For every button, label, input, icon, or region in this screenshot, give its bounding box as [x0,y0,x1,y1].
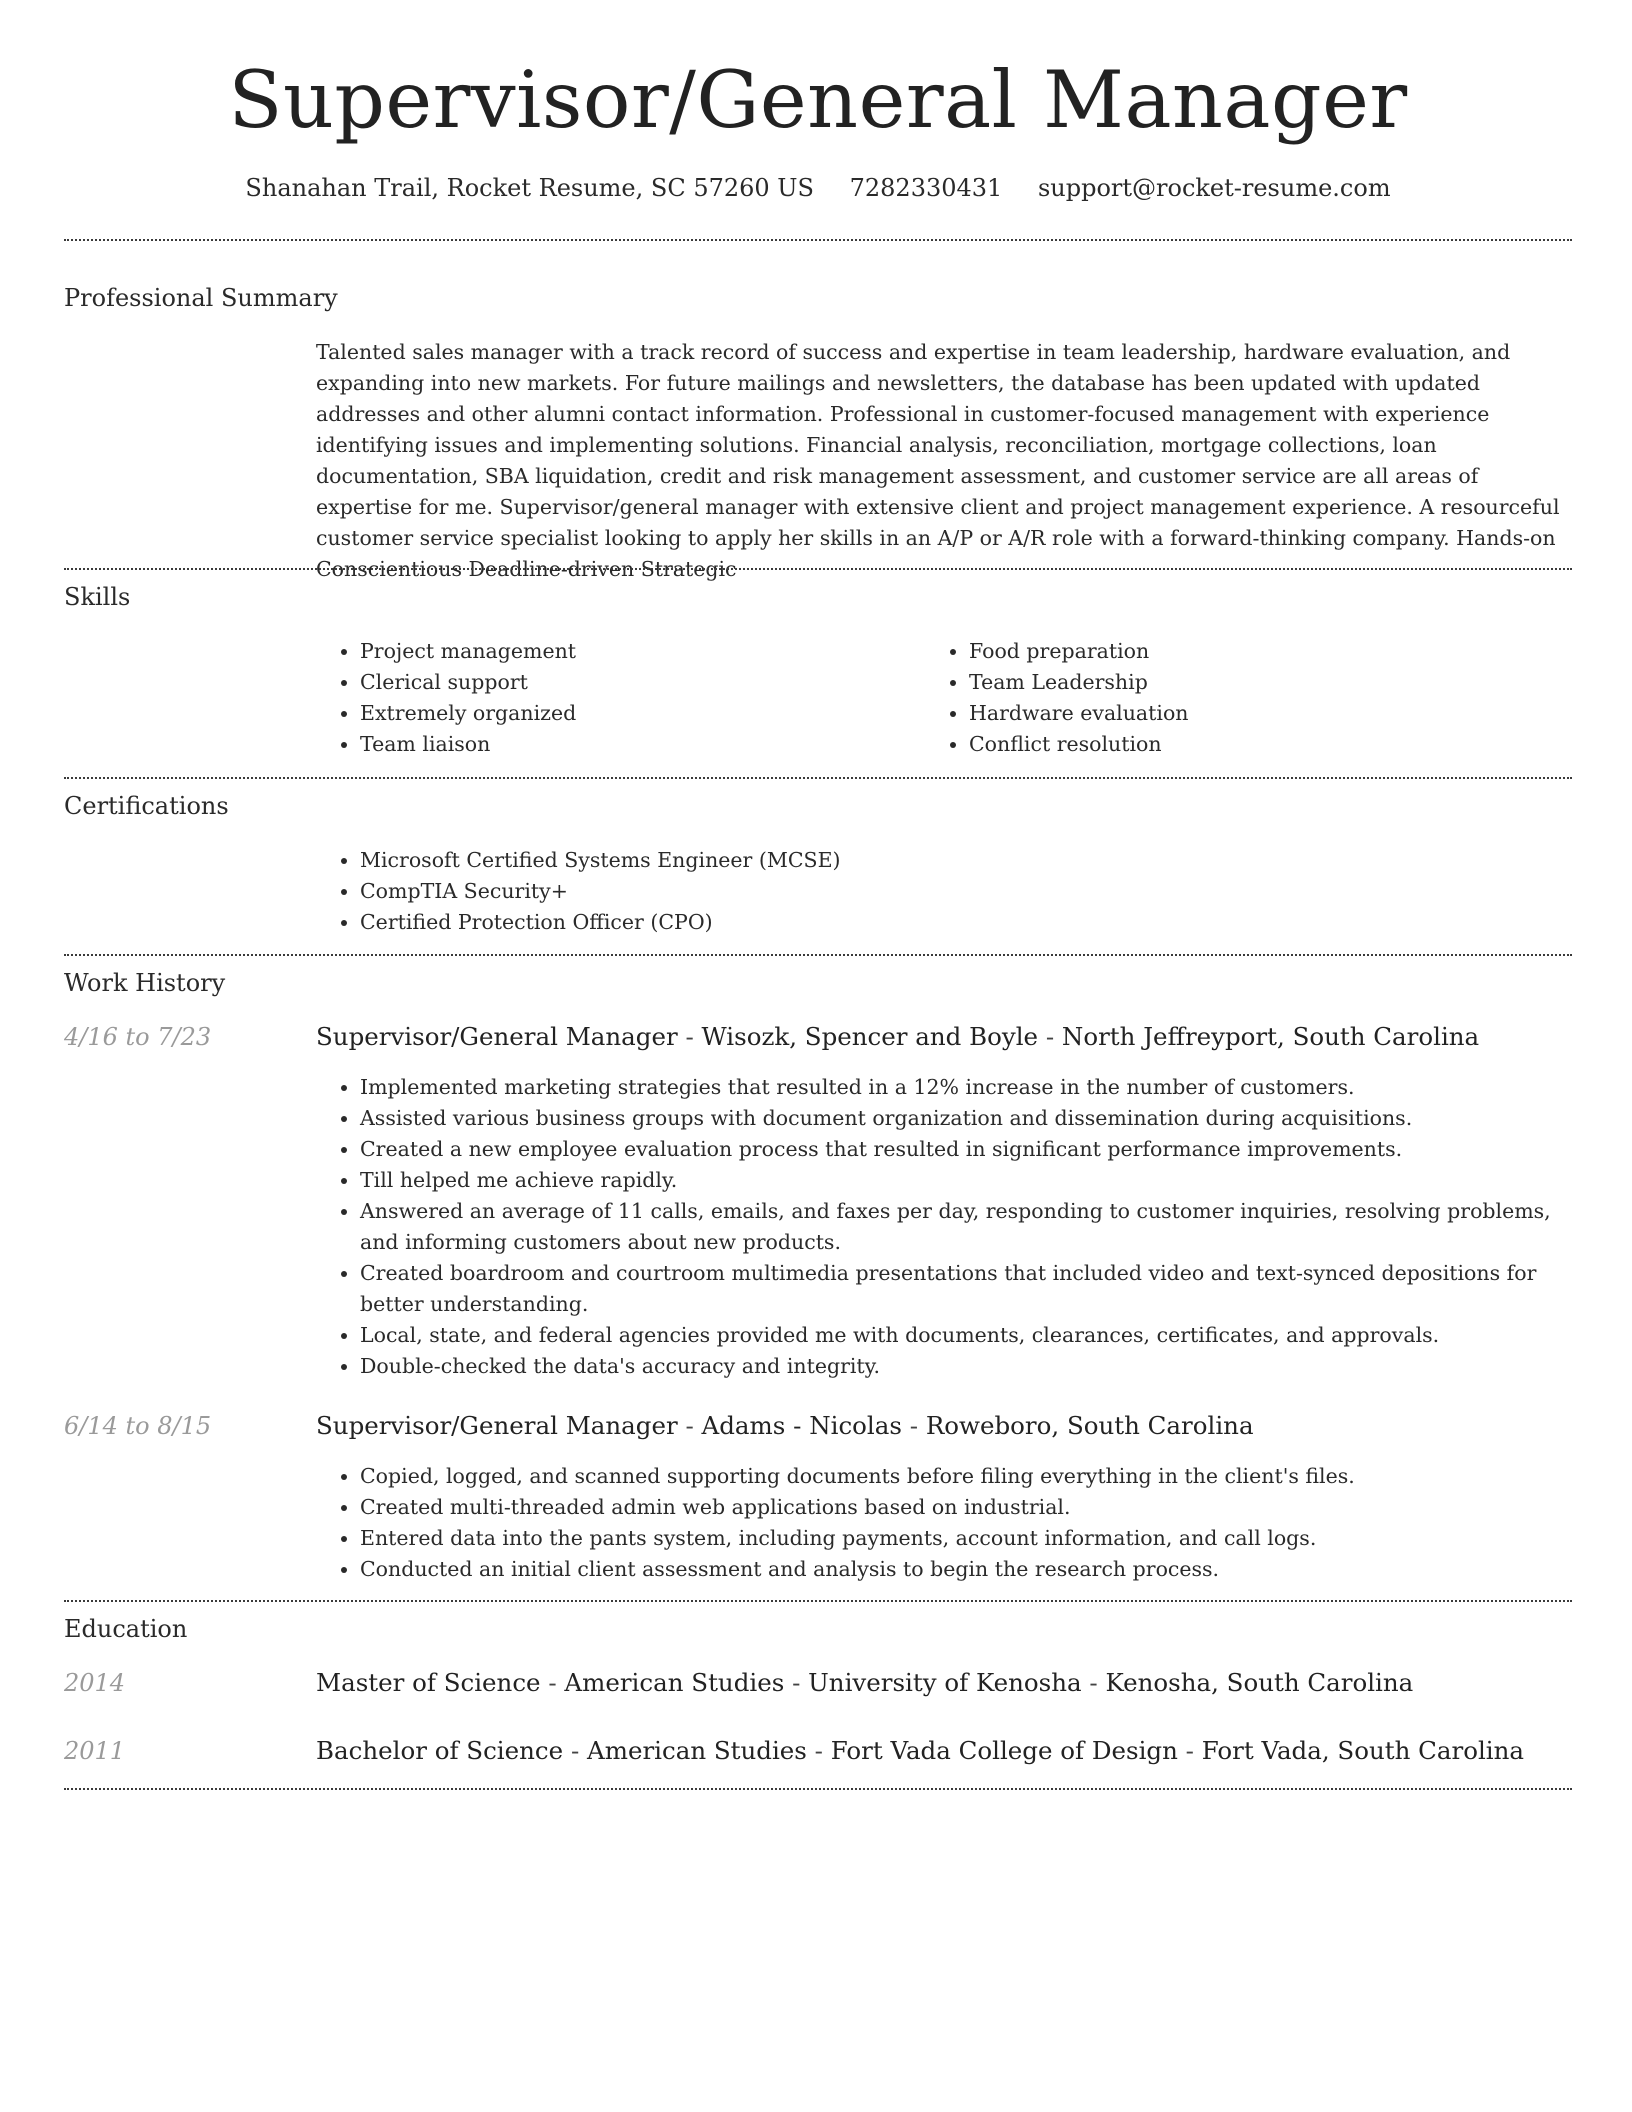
list-item: • Certified Protection Officer (CPO) [360,907,1572,938]
list-item: • Conflict resolution [969,729,1569,760]
contact-line [64,172,1572,204]
list-item: • Project management [360,636,960,667]
section-title-summary: Professional Summary [64,284,338,312]
divider [64,777,1572,779]
section-title-certifications: Certifications [64,792,229,820]
school-location: Kenosha, South Carolina [1105,1668,1414,1697]
divider [64,568,1572,570]
education-heading: Master of Science - American Studies - University of Kenosha - Kenosha, South Carolina [316,1668,1414,1697]
list-item: • Double-checked the data's accuracy and integrity. [360,1351,1572,1382]
list-item: • Conducted an initial client assessment and analysis to begin the research process. [360,1554,1572,1585]
list-item: • CompTIA Security+ [360,876,1572,907]
list-item: • Extremely organized [360,698,960,729]
list-item: • Implemented marketing strategies that resulted in a 12% increase in the number of customers. [360,1072,1572,1103]
job-heading: Supervisor/General Manager - Wisozk, Spencer and Boyle - North Jeffreyport, South Carolina [316,1022,1480,1051]
skills-block [316,636,1572,760]
job-role: Supervisor/General Manager [316,1022,678,1051]
job-bullet-list [316,1072,1572,1382]
job-company: Adams - Nicolas [701,1411,902,1440]
divider [64,954,1572,956]
job-company: Wisozk, Spencer and Boyle [701,1022,1039,1051]
field-of-study: American Studies [564,1668,785,1697]
phone: 7282330431 [849,174,1003,202]
list-item: • Food preparation [969,636,1569,667]
list-item: • Till helped me achieve rapidly. [360,1165,1572,1196]
school: University of Kenosha [808,1668,1082,1697]
degree: Bachelor of Science [316,1736,564,1765]
job-heading: Supervisor/General Manager - Adams - Nicolas - Roweboro, South Carolina [316,1411,1254,1440]
address: Shanahan Trail, Rocket Resume, SC 57260 US [245,174,814,202]
list-item: • Assisted various business groups with document organization and dissemination during acquisitions. [360,1103,1572,1134]
job-role: Supervisor/General Manager [316,1411,678,1440]
job-bullets [316,1072,1572,1382]
certifications-block [316,845,1572,938]
resume-page [64,0,1572,1765]
section-title-education: Education [64,1615,188,1643]
section-title-work: Work History [64,969,226,997]
list-item: • Team liaison [360,729,960,760]
job-bullet-list [316,1461,1572,1585]
list-item: • Created boardroom and courtroom multimedia presentations that included video and text-synced depositions for better understanding. [360,1258,1572,1320]
list-item: • Local, state, and federal agencies provided me with documents, clearances, certificates, and approvals. [360,1320,1572,1351]
field-of-study: American Studies [587,1736,807,1765]
education-heading: Bachelor of Science - American Studies - Fort Vada College of Design - Fort Vada, South Carolina [316,1736,1525,1765]
divider [64,239,1572,241]
list-item: • Hardware evaluation [969,698,1569,729]
skills-list-right [925,636,1569,760]
skills-list-left [316,636,960,760]
summary-text: Talented sales manager with a track record of success and expertise in team leadership, hardware evaluation, and expanding into new markets. For future mailings and newsletters, the database has been updated with updated addresses and other alumni contact information. Professional in customer-focused management with experience identifying issues and implementing solutions. Financial analysis, reconciliation, mortgage collections, loan documentation, SBA liquidation, credit and risk management assessment, and customer service are all areas of expertise for me. Supervisor/general manager with extensive client and project management experience. A resourceful customer service specialist looking to apply her skills in an A/P or A/R role with a forward-thinking company. Hands-on Conscientious Deadline-driven Strategic [316,340,1560,581]
job-location: North Jeffreyport, South Carolina [1061,1022,1480,1051]
list-item: • Microsoft Certified Systems Engineer (MCSE) [360,845,1572,876]
school-location: Fort Vada, South Carolina [1201,1736,1525,1765]
school: Fort Vada College of Design [830,1736,1178,1765]
job-location: Roweboro, South Carolina [925,1411,1254,1440]
job-dates: 6/14 to 8/15 [64,1412,212,1440]
education-year: 2011 [64,1737,126,1765]
job-dates: 4/16 to 7/23 [64,1023,212,1051]
job-bullets [316,1461,1572,1585]
email-link[interactable]: support@rocket-resume.com [1037,174,1391,202]
list-item: • Entered data into the pants system, including payments, account information, and call logs. [360,1523,1572,1554]
list-item: • Clerical support [360,667,960,698]
list-item: • Created multi-threaded admin web applications based on industrial. [360,1492,1572,1523]
section-title-skills: Skills [64,583,131,611]
list-item: • Copied, logged, and scanned supporting documents before filing everything in the client's files. [360,1461,1572,1492]
divider [64,1788,1572,1790]
list-item: • Created a new employee evaluation process that resulted in significant performance improvements. [360,1134,1572,1165]
list-item: • Team Leadership [969,667,1569,698]
degree: Master of Science [316,1668,541,1697]
certifications-list [316,845,1572,938]
page-title: Supervisor/General Manager [228,54,1408,146]
list-item: • Answered an average of 11 calls, emails, and faxes per day, responding to customer inquiries, resolving problems, and informing customers about new products. [360,1196,1572,1258]
education-year: 2014 [64,1669,126,1697]
summary-block [316,337,1572,585]
divider [64,1600,1572,1602]
